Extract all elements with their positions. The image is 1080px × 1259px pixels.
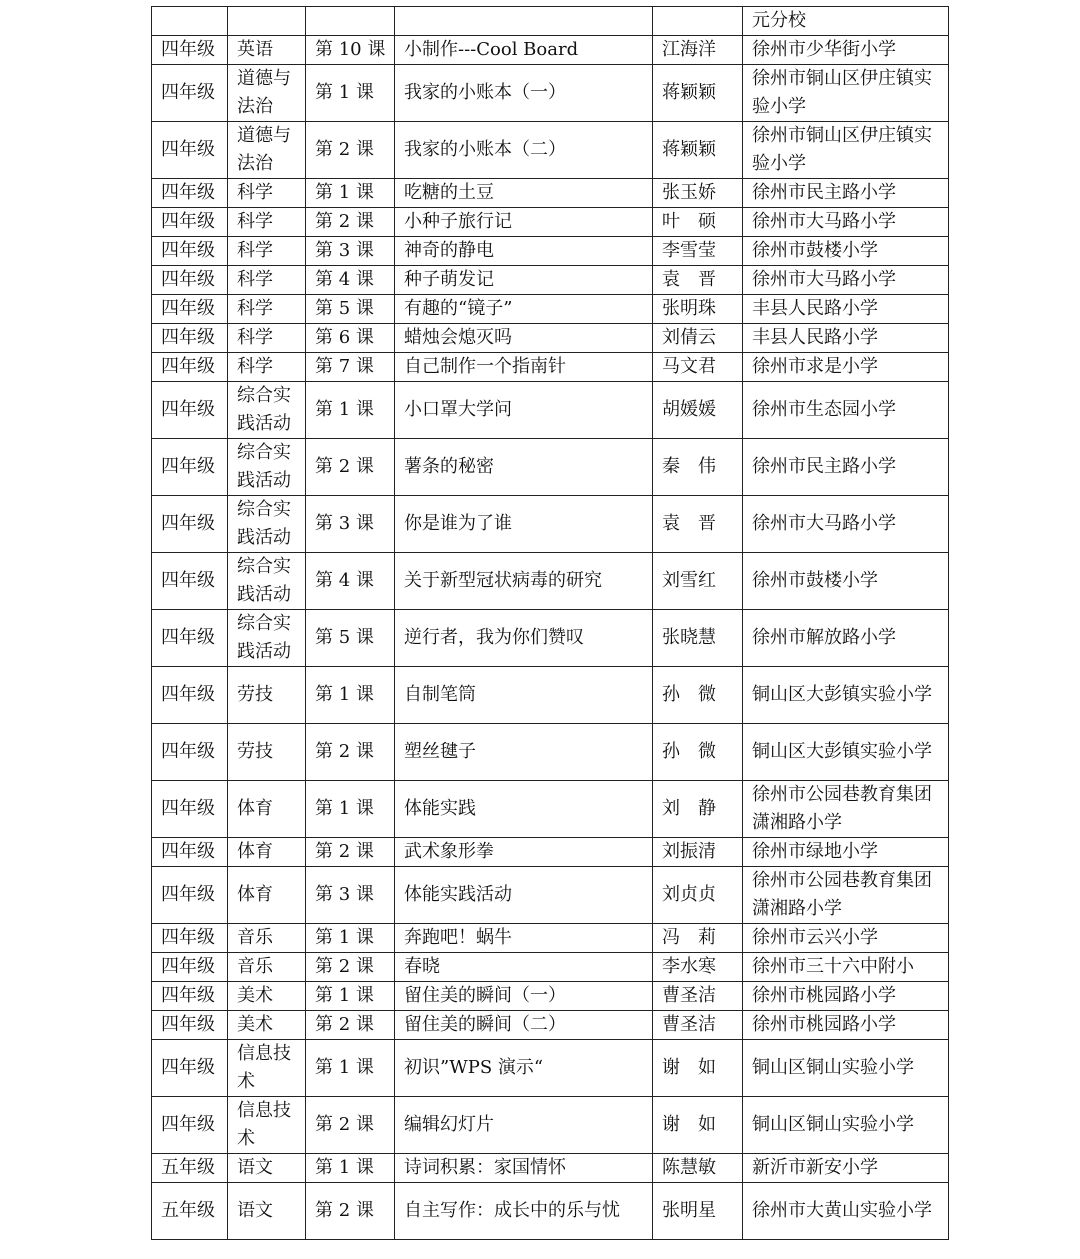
grade-cell: 四年级 (152, 36, 228, 65)
teacher-cell: 谢 如 (653, 1097, 743, 1154)
lesson-cell: 第 5 课 (306, 295, 395, 324)
subject-cell: 科学 (228, 353, 306, 382)
grade-cell (152, 7, 228, 36)
title-cell: 自制笔筒 (395, 667, 653, 724)
teacher-cell: 张明星 (653, 1183, 743, 1240)
grade-cell: 五年级 (152, 1183, 228, 1240)
title-cell: 自主写作：成长中的乐与忧 (395, 1183, 653, 1240)
table-row (152, 208, 949, 237)
title-cell: 诗词积累：家国情怀 (395, 1154, 653, 1183)
grade-cell: 四年级 (152, 353, 228, 382)
table-row (152, 610, 949, 667)
grade-cell: 四年级 (152, 553, 228, 610)
title-cell: 留住美的瞬间（一） (395, 982, 653, 1011)
teacher-cell: 蒋颖颖 (653, 122, 743, 179)
school-cell: 徐州市桃园路小学 (743, 982, 949, 1011)
school-cell: 徐州市铜山区伊庄镇实验小学 (743, 122, 949, 179)
subject-cell: 科学 (228, 237, 306, 266)
grade-cell: 四年级 (152, 781, 228, 838)
course-schedule-table (151, 6, 949, 1240)
title-cell: 蜡烛会熄灭吗 (395, 324, 653, 353)
grade-cell: 四年级 (152, 867, 228, 924)
subject-cell: 科学 (228, 179, 306, 208)
teacher-cell: 刘振清 (653, 838, 743, 867)
school-cell: 徐州市三十六中附小 (743, 953, 949, 982)
lesson-cell: 第 1 课 (306, 179, 395, 208)
school-cell: 徐州市鼓楼小学 (743, 237, 949, 266)
lesson-cell: 第 2 课 (306, 122, 395, 179)
lesson-cell: 第 2 课 (306, 724, 395, 781)
teacher-cell: 冯 莉 (653, 924, 743, 953)
subject-cell: 科学 (228, 324, 306, 353)
teacher-cell: 袁 晋 (653, 496, 743, 553)
table-row (152, 65, 949, 122)
teacher-cell: 刘雪红 (653, 553, 743, 610)
school-cell: 徐州市求是小学 (743, 353, 949, 382)
lesson-cell: 第 1 课 (306, 65, 395, 122)
subject-cell: 综合实践活动 (228, 553, 306, 610)
title-cell (395, 7, 653, 36)
school-cell: 徐州市桃园路小学 (743, 1011, 949, 1040)
lesson-cell: 第 1 课 (306, 382, 395, 439)
title-cell: 关于新型冠状病毒的研究 (395, 553, 653, 610)
grade-cell: 四年级 (152, 382, 228, 439)
school-cell: 徐州市大马路小学 (743, 208, 949, 237)
school-cell: 徐州市云兴小学 (743, 924, 949, 953)
title-cell: 小制作---Cool Board (395, 36, 653, 65)
lesson-cell: 第 2 课 (306, 1183, 395, 1240)
grade-cell: 四年级 (152, 266, 228, 295)
grade-cell: 四年级 (152, 179, 228, 208)
subject-cell: 科学 (228, 266, 306, 295)
table-row (152, 1040, 949, 1097)
grade-cell: 四年级 (152, 838, 228, 867)
teacher-cell: 张明珠 (653, 295, 743, 324)
school-cell: 徐州市公园巷教育集团潇湘路小学 (743, 867, 949, 924)
table-row (152, 667, 949, 724)
school-cell: 徐州市大黄山实验小学 (743, 1183, 949, 1240)
teacher-cell: 马文君 (653, 353, 743, 382)
title-cell: 武术象形拳 (395, 838, 653, 867)
table-row (152, 924, 949, 953)
title-cell: 留住美的瞬间（二） (395, 1011, 653, 1040)
subject-cell: 体育 (228, 781, 306, 838)
school-cell: 徐州市民主路小学 (743, 439, 949, 496)
table-row (152, 982, 949, 1011)
table-row (152, 237, 949, 266)
table-row (152, 1183, 949, 1240)
school-cell: 丰县人民路小学 (743, 324, 949, 353)
table-row (152, 953, 949, 982)
school-cell: 徐州市少华街小学 (743, 36, 949, 65)
school-cell: 徐州市大马路小学 (743, 496, 949, 553)
title-cell: 初识”WPS 演示“ (395, 1040, 653, 1097)
title-cell: 编辑幻灯片 (395, 1097, 653, 1154)
subject-cell: 道德与法治 (228, 65, 306, 122)
lesson-cell: 第 7 课 (306, 353, 395, 382)
grade-cell: 四年级 (152, 65, 228, 122)
grade-cell: 四年级 (152, 953, 228, 982)
teacher-cell: 张晓慧 (653, 610, 743, 667)
title-cell: 逆行者，我为你们赞叹 (395, 610, 653, 667)
table-row (152, 781, 949, 838)
subject-cell: 科学 (228, 208, 306, 237)
grade-cell: 四年级 (152, 610, 228, 667)
subject-cell: 语文 (228, 1154, 306, 1183)
lesson-cell: 第 1 课 (306, 982, 395, 1011)
table-row (152, 266, 949, 295)
title-cell: 小种子旅行记 (395, 208, 653, 237)
grade-cell: 四年级 (152, 496, 228, 553)
table-row (152, 439, 949, 496)
lesson-cell: 第 2 课 (306, 1011, 395, 1040)
table-row (152, 122, 949, 179)
teacher-cell: 曹圣洁 (653, 982, 743, 1011)
table-row (152, 838, 949, 867)
table-row (152, 179, 949, 208)
teacher-cell: 谢 如 (653, 1040, 743, 1097)
table-row (152, 36, 949, 65)
lesson-cell (306, 7, 395, 36)
subject-cell: 音乐 (228, 953, 306, 982)
teacher-cell: 江海洋 (653, 36, 743, 65)
subject-cell: 劳技 (228, 724, 306, 781)
subject-cell: 体育 (228, 838, 306, 867)
table-row (152, 1097, 949, 1154)
school-cell: 徐州市绿地小学 (743, 838, 949, 867)
teacher-cell: 李雪莹 (653, 237, 743, 266)
teacher-cell: 刘倩云 (653, 324, 743, 353)
school-cell: 徐州市民主路小学 (743, 179, 949, 208)
lesson-cell: 第 5 课 (306, 610, 395, 667)
subject-cell: 道德与法治 (228, 122, 306, 179)
lesson-cell: 第 2 课 (306, 208, 395, 237)
title-cell: 奔跑吧！蜗牛 (395, 924, 653, 953)
subject-cell: 信息技术 (228, 1040, 306, 1097)
table-row (152, 553, 949, 610)
grade-cell: 四年级 (152, 122, 228, 179)
school-cell: 徐州市生态园小学 (743, 382, 949, 439)
lesson-cell: 第 1 课 (306, 1154, 395, 1183)
table-row (152, 295, 949, 324)
school-cell: 徐州市铜山区伊庄镇实验小学 (743, 65, 949, 122)
table-row (152, 7, 949, 36)
grade-cell: 四年级 (152, 237, 228, 266)
grade-cell: 四年级 (152, 1097, 228, 1154)
teacher-cell: 蒋颖颖 (653, 65, 743, 122)
teacher-cell: 孙 微 (653, 667, 743, 724)
lesson-cell: 第 2 课 (306, 439, 395, 496)
title-cell: 薯条的秘密 (395, 439, 653, 496)
title-cell: 我家的小账本（二） (395, 122, 653, 179)
subject-cell: 劳技 (228, 667, 306, 724)
teacher-cell: 李水寒 (653, 953, 743, 982)
lesson-cell: 第 1 课 (306, 924, 395, 953)
teacher-cell: 刘 静 (653, 781, 743, 838)
grade-cell: 五年级 (152, 1154, 228, 1183)
lesson-cell: 第 4 课 (306, 266, 395, 295)
teacher-cell: 曹圣洁 (653, 1011, 743, 1040)
table-row (152, 353, 949, 382)
lesson-cell: 第 1 课 (306, 781, 395, 838)
grade-cell: 四年级 (152, 295, 228, 324)
school-cell: 铜山区大彭镇实验小学 (743, 667, 949, 724)
lesson-cell: 第 1 课 (306, 667, 395, 724)
school-cell: 徐州市大马路小学 (743, 266, 949, 295)
subject-cell: 科学 (228, 295, 306, 324)
school-cell: 铜山区铜山实验小学 (743, 1040, 949, 1097)
table-row (152, 496, 949, 553)
title-cell: 塑丝毽子 (395, 724, 653, 781)
school-cell: 新沂市新安小学 (743, 1154, 949, 1183)
grade-cell: 四年级 (152, 724, 228, 781)
title-cell: 有趣的“镜子” (395, 295, 653, 324)
lesson-cell: 第 2 课 (306, 953, 395, 982)
grade-cell: 四年级 (152, 982, 228, 1011)
subject-cell: 综合实践活动 (228, 439, 306, 496)
teacher-cell: 刘贞贞 (653, 867, 743, 924)
grade-cell: 四年级 (152, 1011, 228, 1040)
title-cell: 小口罩大学问 (395, 382, 653, 439)
lesson-cell: 第 3 课 (306, 867, 395, 924)
title-cell: 自己制作一个指南针 (395, 353, 653, 382)
school-cell: 徐州市鼓楼小学 (743, 553, 949, 610)
lesson-cell: 第 2 课 (306, 838, 395, 867)
subject-cell: 综合实践活动 (228, 610, 306, 667)
teacher-cell: 袁 晋 (653, 266, 743, 295)
lesson-cell: 第 3 课 (306, 496, 395, 553)
table-row (152, 1154, 949, 1183)
title-cell: 种子萌发记 (395, 266, 653, 295)
grade-cell: 四年级 (152, 208, 228, 237)
table-row (152, 324, 949, 353)
title-cell: 神奇的静电 (395, 237, 653, 266)
school-cell: 徐州市公园巷教育集团潇湘路小学 (743, 781, 949, 838)
lesson-cell: 第 3 课 (306, 237, 395, 266)
grade-cell: 四年级 (152, 924, 228, 953)
grade-cell: 四年级 (152, 324, 228, 353)
subject-cell: 语文 (228, 1183, 306, 1240)
teacher-cell: 秦 伟 (653, 439, 743, 496)
subject-cell: 音乐 (228, 924, 306, 953)
grade-cell: 四年级 (152, 1040, 228, 1097)
subject-cell: 体育 (228, 867, 306, 924)
school-cell: 铜山区铜山实验小学 (743, 1097, 949, 1154)
school-cell: 徐州市解放路小学 (743, 610, 949, 667)
subject-cell (228, 7, 306, 36)
subject-cell: 信息技术 (228, 1097, 306, 1154)
teacher-cell: 陈慧敏 (653, 1154, 743, 1183)
lesson-cell: 第 4 课 (306, 553, 395, 610)
school-cell: 铜山区大彭镇实验小学 (743, 724, 949, 781)
subject-cell: 综合实践活动 (228, 496, 306, 553)
table-row (152, 382, 949, 439)
title-cell: 吃糖的土豆 (395, 179, 653, 208)
teacher-cell: 叶 硕 (653, 208, 743, 237)
teacher-cell: 胡媛媛 (653, 382, 743, 439)
subject-cell: 美术 (228, 982, 306, 1011)
grade-cell: 四年级 (152, 667, 228, 724)
table-row (152, 867, 949, 924)
teacher-cell: 孙 微 (653, 724, 743, 781)
title-cell: 春晓 (395, 953, 653, 982)
subject-cell: 综合实践活动 (228, 382, 306, 439)
title-cell: 体能实践活动 (395, 867, 653, 924)
lesson-cell: 第 1 课 (306, 1040, 395, 1097)
teacher-cell (653, 7, 743, 36)
school-cell: 元分校 (743, 7, 949, 36)
lesson-cell: 第 10 课 (306, 36, 395, 65)
title-cell: 我家的小账本（一） (395, 65, 653, 122)
title-cell: 体能实践 (395, 781, 653, 838)
lesson-cell: 第 6 课 (306, 324, 395, 353)
teacher-cell: 张玉娇 (653, 179, 743, 208)
title-cell: 你是谁为了谁 (395, 496, 653, 553)
table-row (152, 724, 949, 781)
subject-cell: 英语 (228, 36, 306, 65)
table-row (152, 1011, 949, 1040)
table-body (152, 7, 949, 1240)
subject-cell: 美术 (228, 1011, 306, 1040)
grade-cell: 四年级 (152, 439, 228, 496)
lesson-cell: 第 2 课 (306, 1097, 395, 1154)
school-cell: 丰县人民路小学 (743, 295, 949, 324)
